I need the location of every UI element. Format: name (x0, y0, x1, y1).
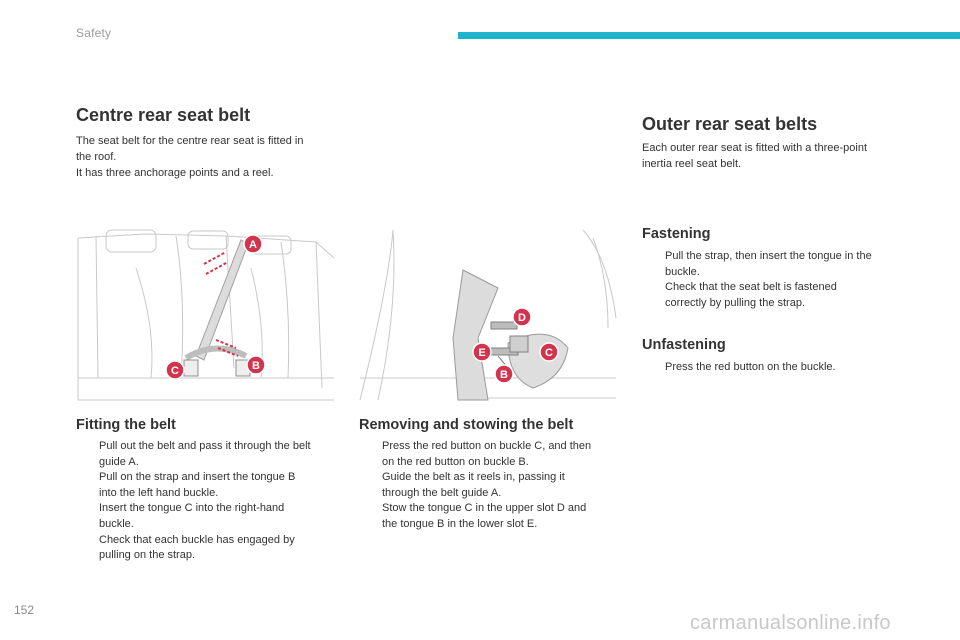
list-item: Pull out the belt and pass it through the belt guide A. (99, 440, 311, 468)
intro-line: inertia reel seat belt. (642, 158, 742, 170)
label-c: C (171, 365, 179, 377)
outer-belts-title: Outer rear seat belts (642, 114, 818, 134)
label-e-marker (473, 343, 491, 361)
label-a-marker (244, 235, 262, 253)
header-accent-bar (458, 32, 960, 39)
list-item: Guide the belt as it reels in, passing it through the belt guide A. (382, 471, 565, 499)
list-item: Press the red button on buckle C, and then on the red button on buckle B. (382, 440, 592, 468)
label-d: D (518, 312, 526, 324)
section-title: Safety (76, 26, 112, 40)
intro-line: The seat belt for the centre rear seat is fitted in (76, 135, 304, 147)
removing-title: Removing and stowing the belt (359, 417, 574, 433)
centre-belt-illustration (76, 228, 336, 402)
fastening-list (642, 249, 912, 311)
label-a: A (249, 239, 257, 251)
page-number: 152 (14, 603, 35, 617)
unfastening-list (642, 360, 912, 376)
label-e: E (478, 347, 486, 359)
fitting-list (76, 439, 346, 564)
list-item: Pull the strap, then insert the tongue in the buckle. (665, 250, 872, 278)
fastening-title: Fastening (642, 226, 711, 242)
centre-belt-title: Centre rear seat belt (76, 105, 251, 125)
label-b-marker (495, 365, 513, 383)
label-c-marker (166, 361, 184, 379)
list-item: Check that each buckle has engaged by pulling on the strap. (99, 533, 295, 562)
list-item: Insert the tongue C into the right-hand buckle. (99, 502, 285, 530)
removing-list (359, 439, 629, 533)
outer-belts-intro (642, 140, 912, 172)
list-item: Stow the tongue C in the upper slot D and the tongue B in the lower slot E. (382, 502, 587, 530)
label-b: B (500, 369, 508, 381)
fitting-title: Fitting the belt (76, 417, 176, 433)
intro-line: Each outer rear seat is fitted with a three-point (642, 142, 868, 154)
label-c-marker (540, 343, 558, 361)
centre-belt-intro (76, 133, 346, 181)
list-item: Pull on the strap and insert the tongue B into the left hand buckle. (99, 471, 296, 499)
unfastening-title: Unfastening (642, 337, 726, 353)
label-b-marker (247, 356, 265, 374)
label-c: C (545, 347, 553, 359)
label-d-marker (513, 308, 531, 326)
intro-line: the roof. (76, 151, 117, 163)
label-b: B (252, 360, 260, 372)
intro-line: It has three anchorage points and a reel. (76, 167, 274, 179)
stowing-illustration (358, 228, 620, 402)
watermark: carmanualsonline.info (690, 612, 891, 634)
list-item: Check that the seat belt is fastened correctly by pulling the strap. (665, 281, 837, 309)
list-item: Press the red button on the buckle. (665, 361, 836, 373)
